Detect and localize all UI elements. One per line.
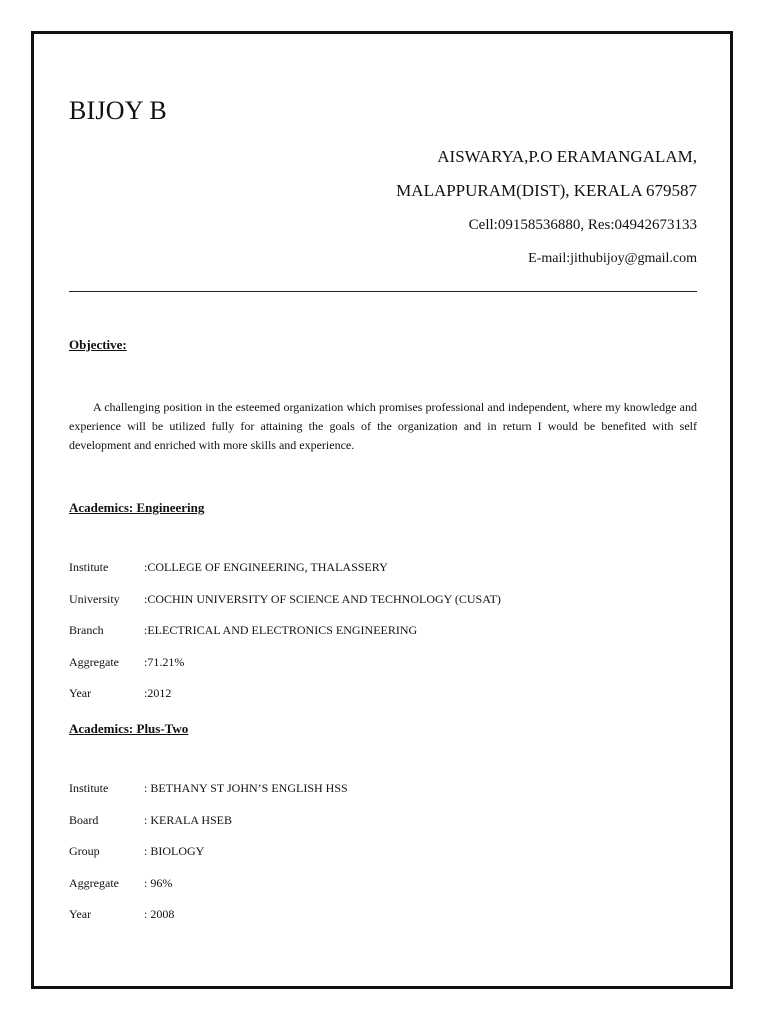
- detail-row: [69, 780, 348, 812]
- detail-value: :COLLEGE OF ENGINEERING, THALASSERY: [144, 560, 388, 574]
- detail-row: [69, 622, 501, 654]
- detail-label: Aggregate: [69, 875, 119, 890]
- plus-two-details: [69, 780, 348, 938]
- detail-value: : 2008: [144, 907, 175, 921]
- contact-block: [396, 140, 697, 276]
- detail-label: Aggregate: [69, 654, 119, 669]
- plus-two-heading: Academics: Plus-Two: [69, 721, 189, 736]
- resume-page: [31, 31, 733, 989]
- detail-row: [69, 654, 501, 686]
- detail-value: : 96%: [144, 875, 173, 890]
- detail-label: Board: [69, 812, 99, 827]
- engineering-details: [69, 559, 501, 717]
- header-divider: [69, 291, 697, 292]
- detail-value: :71.21%: [144, 654, 185, 669]
- detail-row: [69, 591, 501, 623]
- detail-value: : KERALA HSEB: [144, 812, 233, 827]
- detail-label: Year: [69, 686, 92, 700]
- detail-value: :2012: [144, 686, 172, 700]
- detail-value: : BETHANY ST JOHN’S ENGLISH HSS: [144, 781, 348, 795]
- detail-label: Branch: [69, 623, 104, 637]
- candidate-name: BIJOY B: [69, 96, 167, 125]
- objective-heading: Objective:: [69, 337, 127, 352]
- detail-label: Year: [69, 907, 92, 921]
- engineering-heading: Academics: Engineering: [69, 500, 205, 515]
- detail-label: Institute: [69, 560, 109, 574]
- detail-row: [69, 812, 348, 844]
- objective-text: A challenging position in the esteemed organization which promises professional and independent, where my knowledge and experience will be utilized fully for attaining the goals of the organization and in return I would be benefited with self development and enriched with more skills and experience.: [69, 400, 697, 452]
- detail-row: [69, 685, 501, 717]
- detail-value: : BIOLOGY: [144, 844, 205, 858]
- detail-label: University: [69, 591, 120, 606]
- detail-label: Group: [69, 844, 100, 858]
- address-line-2: MALAPPURAM(DIST), KERALA 679587: [396, 181, 697, 200]
- email-address: E-mail:jithubijoy@gmail.com: [528, 251, 697, 266]
- address-line-1: AISWARYA,P.O ERAMANGALAM,: [437, 147, 697, 166]
- detail-row: [69, 906, 348, 938]
- detail-label: Institute: [69, 781, 109, 795]
- phone-numbers: Cell:09158536880, Res:04942673133: [468, 217, 697, 233]
- detail-row: [69, 875, 348, 907]
- detail-row: [69, 559, 501, 591]
- detail-value: :ELECTRICAL AND ELECTRONICS ENGINEERING: [144, 623, 418, 637]
- detail-row: [69, 843, 348, 875]
- detail-value: :COCHIN UNIVERSITY OF SCIENCE AND TECHNOLOGY (CUSAT): [144, 591, 501, 606]
